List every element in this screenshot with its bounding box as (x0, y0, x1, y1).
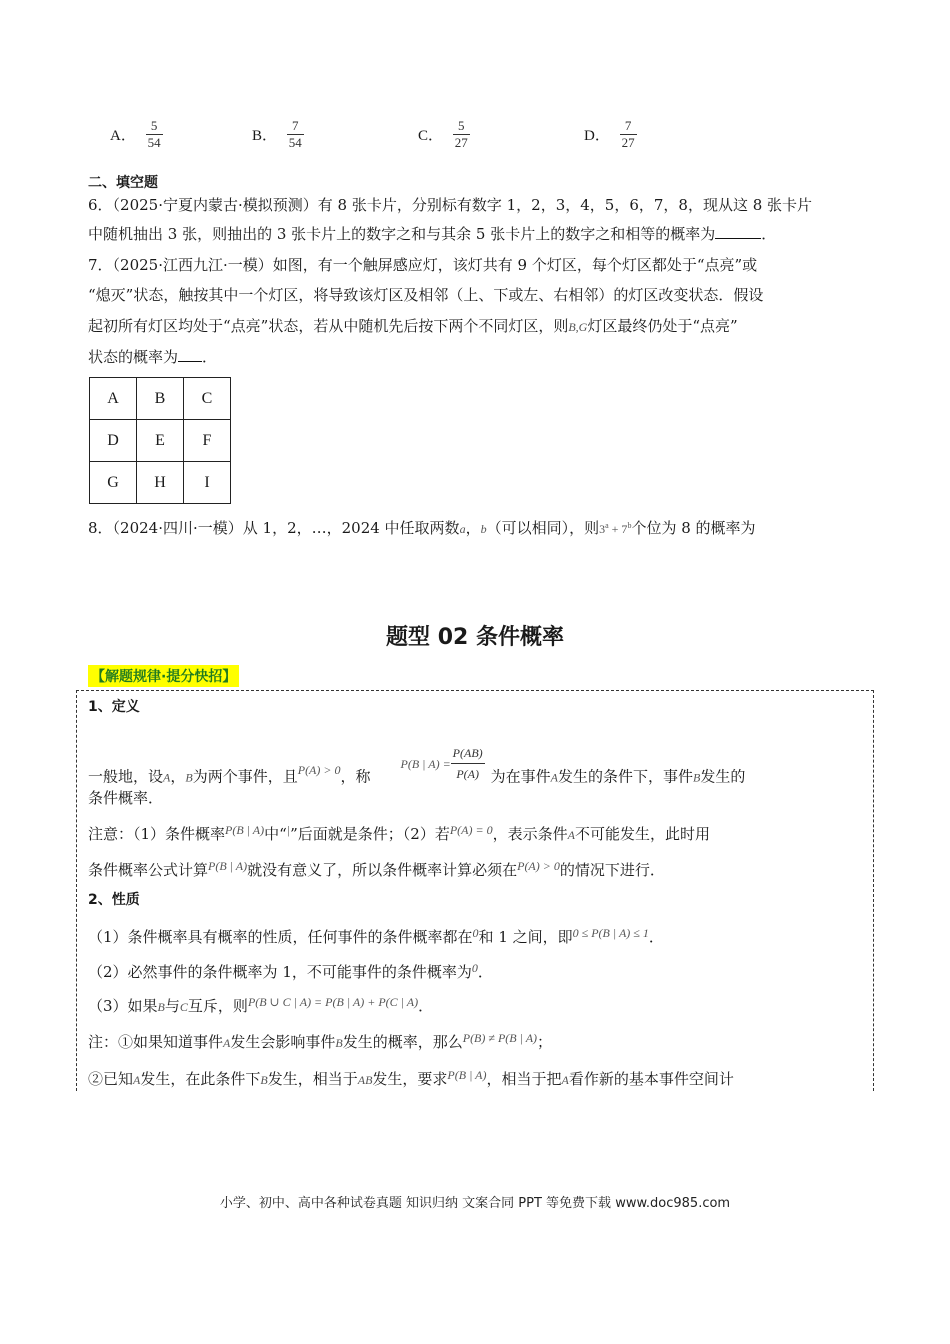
section-title: 二、填空题 (88, 175, 158, 191)
option-label: B． (252, 128, 278, 144)
question-7-line-2: “熄灭”状态，触按其中一个灯区，将导致该灯区及相邻（上、下或左、右相邻）的灯区改变状态．假设 (88, 286, 764, 304)
question-7-line-3: 起初所有灯区均处于“点亮”状态，若从中随机先后按下两个不同灯区，则B,G灯区最终仍处于“点亮” (88, 317, 738, 335)
option-fraction: $\frac{5}{54}$ (147, 118, 161, 150)
grid-cell: E (137, 420, 184, 462)
option-b (252, 118, 304, 151)
note-point-1: 注：①如果知道事件A发生会影响事件B发生的概率，那么$^{P(B) \ne P(B | A)}$； (88, 1031, 553, 1051)
definition-line-1: 一般地，设A，B为两个事件，且$^{P(A) > 0}$，称$^{P(B | A) =}$ $\frac{P(AB)}{P(A)}$ 为在事件A发生的条件下，事件B发生的 (88, 757, 745, 798)
note-point-2: ②已知A发生，在此条件下B发生，相当于AB发生，要求$^{P(B | A)}$，相当于把A看作新的基本事件空间计 (88, 1068, 734, 1088)
option-a (110, 118, 163, 151)
question-6-line-2: 中随机抽出 3 张，则抽出的 3 张卡片上的数字之和与其余 5 张卡片上的数字之和相等的概率为 ． (88, 225, 777, 243)
definition-heading: 1、定义 (88, 699, 140, 715)
option-label: A． (110, 128, 136, 144)
grid-cell: F (184, 420, 231, 462)
option-label: C． (418, 128, 444, 144)
option-fraction: $\frac{7}{27}$ (621, 118, 635, 150)
question-7-line-4: 状态的概率为 ． (88, 348, 218, 366)
page-title: 题型 02 条件概率 (386, 625, 564, 650)
grid-cell: B (137, 378, 184, 420)
question-6-line-1: 6．（2025·宁夏内蒙古·模拟预测）有 8 张卡片，分别标有数字 1，2，3，4，5，6，7，8，现从这 8 张卡片 (88, 196, 813, 214)
grid-cell: C (184, 378, 231, 420)
grid-cell: D (90, 420, 137, 462)
answer-blank (178, 347, 202, 362)
answer-blank (715, 224, 761, 239)
footer-text[interactable]: 小学、初中、高中各种试卷真题 知识归纳 文案合同 PPT 等免费下载 www.doc985.com (219, 1196, 731, 1211)
option-fraction: $\frac{7}{54}$ (288, 118, 302, 150)
question-8: 8．（2024·四川·一模）从 1，2，…，2024 中任取两数a，b（可以相同），则$3^a + 7^b$个位为 8 的概率为 (88, 519, 756, 537)
grid-cell: H (137, 462, 184, 504)
option-fraction: $\frac{5}{27}$ (454, 118, 468, 150)
grid-cell: I (184, 462, 231, 504)
property-3: （3）如果B与C互斥，则$^{P(B \cup C | A) = P(B | A) + P(C | A)}$． (88, 995, 434, 1015)
light-grid (89, 377, 231, 504)
option-d (584, 118, 637, 151)
question-7-line-1: 7．（2025·江西九江·一模）如图，有一个触屏感应灯，该灯共有 9 个灯区，每个灯区都处于“点亮”或 (88, 256, 758, 274)
power-expression: $3^a + 7^b$ (599, 521, 632, 536)
definition-line-2: 条件概率． (88, 789, 164, 807)
property-1: （1）条件概率具有概率的性质，任何事件的条件概率都在$^0$和 1 之间，即$^{0 \le P(B | A) \le 1}$． (88, 926, 664, 946)
grid-cell: G (90, 462, 137, 504)
note-line-2: 条件概率公式计算$^{P(B | A)}$就没有意义了，所以条件概率计算必须在$^{P(A) > 0}$的情况下进行． (88, 859, 665, 879)
property-2: （2）必然事件的条件概率为 1，不可能事件的条件概率为$^0$． (88, 961, 493, 981)
tips-tag: 【解题规律·提分快招】 (88, 665, 239, 687)
properties-heading: 2、性质 (88, 892, 140, 908)
definition-fraction: $\frac{P(AB)}{P(A)}$ (451, 743, 485, 784)
grid-cell: A (90, 378, 137, 420)
option-c (418, 118, 470, 151)
note-line-1: 注意：（1）条件概率$^{P(B | A)}$中“|”后面就是条件；（2）若$^{P(A) = 0}$，表示条件A不可能发生，此时用 (88, 823, 710, 843)
option-label: D． (584, 128, 610, 144)
